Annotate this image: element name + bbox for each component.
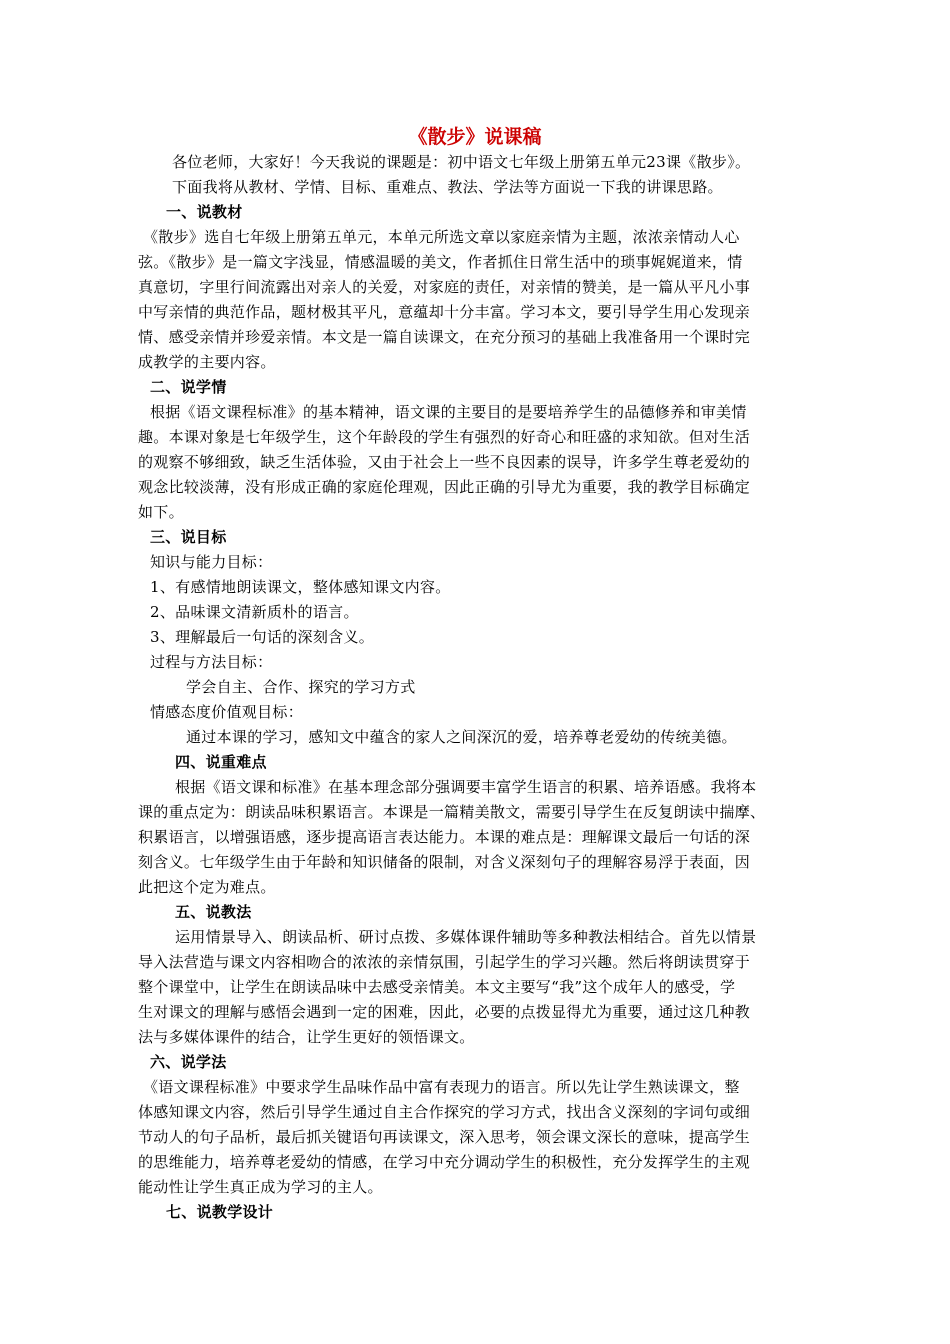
- paragraph-line: 生对课文的理解与感悟会遇到一定的困难，因此，必要的点拨显得尤为重要，通过这几种教: [138, 1003, 751, 1021]
- goal-item: 2、品味课文清新质朴的语言。: [150, 603, 359, 621]
- paragraph-line: 此把这个定为难点。: [138, 878, 276, 896]
- emotion-goal-text: 通过本课的学习，感知文中蕴含的家人之间深沉的爱，培养尊老爱幼的传统美德。: [186, 728, 737, 746]
- paragraph-line: 课的重点定为：朗读品味积累语言。本课是一篇精美散文，需要引导学生在反复朗读中揣摩、: [138, 803, 766, 821]
- paragraph-line: 真意切，字里行间流露出对亲人的关爱，对家庭的责任，对亲情的赞美，是一篇从平凡小事: [138, 278, 751, 296]
- process-goal-text: 学会自主、合作、探究的学习方式: [186, 678, 416, 696]
- section-heading-textbook: 一、说教材: [166, 203, 243, 221]
- intro-line: 下面我将从教材、学情、目标、重难点、教法、学法等方面说一下我的讲课思路。: [172, 178, 723, 196]
- paragraph-line: 根据《语文课和标准》在基本理念部分强调要丰富学生语言的积累、培养语感。我将本: [175, 778, 757, 796]
- paragraph-line: 弦。《散步》是一篇文字浅显，情感温暖的美文，作者抓住日常生活中的琐事娓娓道来，情: [138, 253, 743, 271]
- process-goal-label: 过程与方法目标：: [150, 653, 273, 671]
- section-heading-goals: 三、说目标: [150, 528, 227, 546]
- paragraph-line: 《语文课程标准》中要求学生品味作品中富有表现力的语言。所以先让学生熟读课文，整: [143, 1078, 740, 1096]
- goal-item: 3、理解最后一句话的深刻含义。: [150, 628, 375, 646]
- document-title: 《散步》说课稿: [408, 126, 542, 148]
- paragraph-line: 运用情景导入、朗读品析、研讨点拨、多媒体课件辅助等多种教法相结合。首先以情景: [175, 928, 757, 946]
- paragraph-line: 法与多媒体课件的结合，让学生更好的领悟课文。: [138, 1028, 475, 1046]
- paragraph-line: 《散步》选自七年级上册第五单元，本单元所选文章以家庭亲情为主题，浓浓亲情动人心: [143, 228, 740, 246]
- goal-item: 1、有感情地朗读课文，整体感知课文内容。: [150, 578, 451, 596]
- paragraph-line: 节动人的句子品析，最后抓关键语句再读课文，深入思考，领会课文深长的意味，提高学生: [138, 1128, 751, 1146]
- section-heading-key-points: 四、说重难点: [175, 753, 267, 771]
- paragraph-line: 如下。: [138, 503, 184, 521]
- paragraph-line: 积累语言，以增强语感，逐步提高语言表达能力。本课的难点是：理解课文最后一句话的深: [138, 828, 751, 846]
- paragraph-line: 整个课堂中，让学生在朗读品味中去感受亲情美。本文主要写“我”这个成年人的感受，学: [138, 978, 736, 996]
- paragraph-line: 观念比较淡薄，没有形成正确的家庭伦理观，因此正确的引导尤为重要，我的教学目标确定: [138, 478, 751, 496]
- paragraph-line: 能动性让学生真正成为学习的主人。: [138, 1178, 383, 1196]
- paragraph-line: 的观察不够细致，缺乏生活体验，又由于社会上一些不良因素的误导，许多学生尊老爱幼的: [138, 453, 751, 471]
- paragraph-line: 导入法营造与课文内容相吻合的浓浓的亲情氛围，引起学生的学习兴趣。然后将朗读贯穿于: [138, 953, 751, 971]
- paragraph-line: 体感知课文内容，然后引导学生通过自主合作探究的学习方式，找出含义深刻的字词句或细: [138, 1103, 751, 1121]
- paragraph-line: 中写亲情的典范作品，题材极其平凡，意蕴却十分丰富。学习本文，要引导学生用心发现亲: [138, 303, 751, 321]
- paragraph-line: 趣。本课对象是七年级学生，这个年龄段的学生有强烈的好奇心和旺盛的求知欲。但对生活: [138, 428, 751, 446]
- paragraph-line: 情、感受亲情并珍爱亲情。本文是一篇自读课文，在充分预习的基础上我准备用一个课时完: [138, 328, 751, 346]
- section-heading-learning-methods: 六、说学法: [150, 1053, 227, 1071]
- emotion-goal-label: 情感态度价值观目标：: [150, 703, 304, 721]
- paragraph-line: 刻含义。七年级学生由于年龄和知识储备的限制，对含义深刻句子的理解容易浮于表面，因: [138, 853, 751, 871]
- intro-line: 各位老师，大家好！今天我说的课题是：初中语文七年级上册第五单元23课《散步》。: [172, 153, 751, 171]
- section-heading-students: 二、说学情: [150, 378, 227, 396]
- paragraph-line: 成教学的主要内容。: [138, 353, 276, 371]
- section-heading-lesson-design: 七、说教学设计: [166, 1203, 274, 1221]
- section-heading-teaching-methods: 五、说教法: [175, 903, 252, 921]
- paragraph-line: 的思维能力，培养尊老爱幼的情感，在学习中充分调动学生的积极性，充分发挥学生的主观: [138, 1153, 751, 1171]
- knowledge-goal-label: 知识与能力目标：: [150, 553, 273, 571]
- paragraph-line: 根据《语文课程标准》的基本精神，语文课的主要目的是要培养学生的品德修养和审美情: [150, 403, 747, 421]
